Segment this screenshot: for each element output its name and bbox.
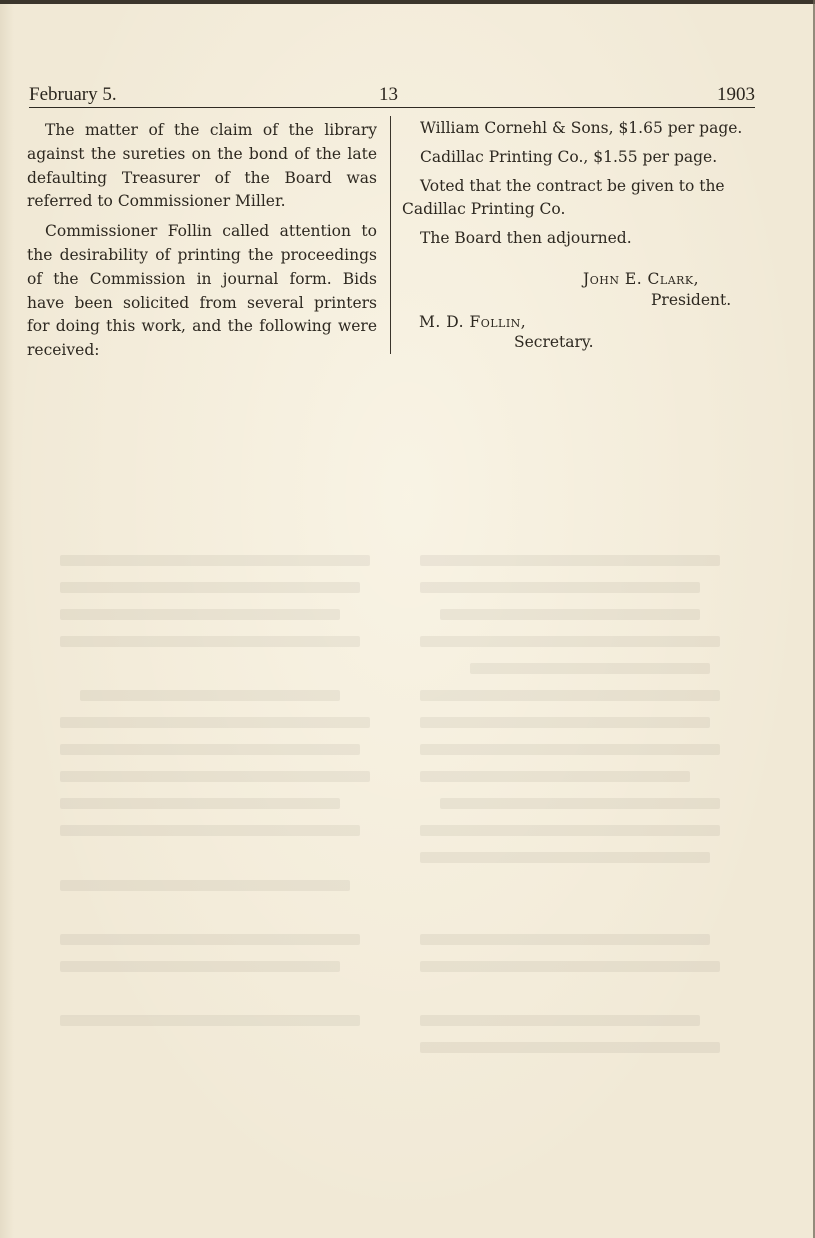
secretary-name: M. D. Follin, [419,313,527,331]
bid-cornehl: William Cornehl & Sons, $1.65 per page. [420,119,743,137]
paragraph-library-claim: The matter of the claim of the library against the sureties on the bond of the late defaulting Treasurer of the Board was referred to Commissioner Miller. [27,121,377,211]
running-head-date: February 5. [29,84,117,105]
president-title: President. [651,291,732,309]
column-divider [390,116,391,354]
adjournment: The Board then adjourned. [420,229,632,248]
paragraph-printing-bids: Commissioner Follin called attention to the desirability of printing the proceedings of the Commission in journal form. Bids have been solicited from several printers for doing this work, and the following were received: [27,222,377,360]
contract-vote: Voted that the contract be given to the Cadillac Printing Co. [402,176,725,219]
president-name: John E. Clark, [583,270,700,288]
secretary-title: Secretary. [514,333,594,351]
running-head-year: 1903 [717,84,755,105]
left-column [27,119,377,369]
header-rule [29,107,755,108]
bid-cadillac: Cadillac Printing Co., $1.55 per page. [420,147,718,166]
right-column [402,117,752,256]
top-edge [0,0,815,4]
page-number: 13 [379,84,398,105]
